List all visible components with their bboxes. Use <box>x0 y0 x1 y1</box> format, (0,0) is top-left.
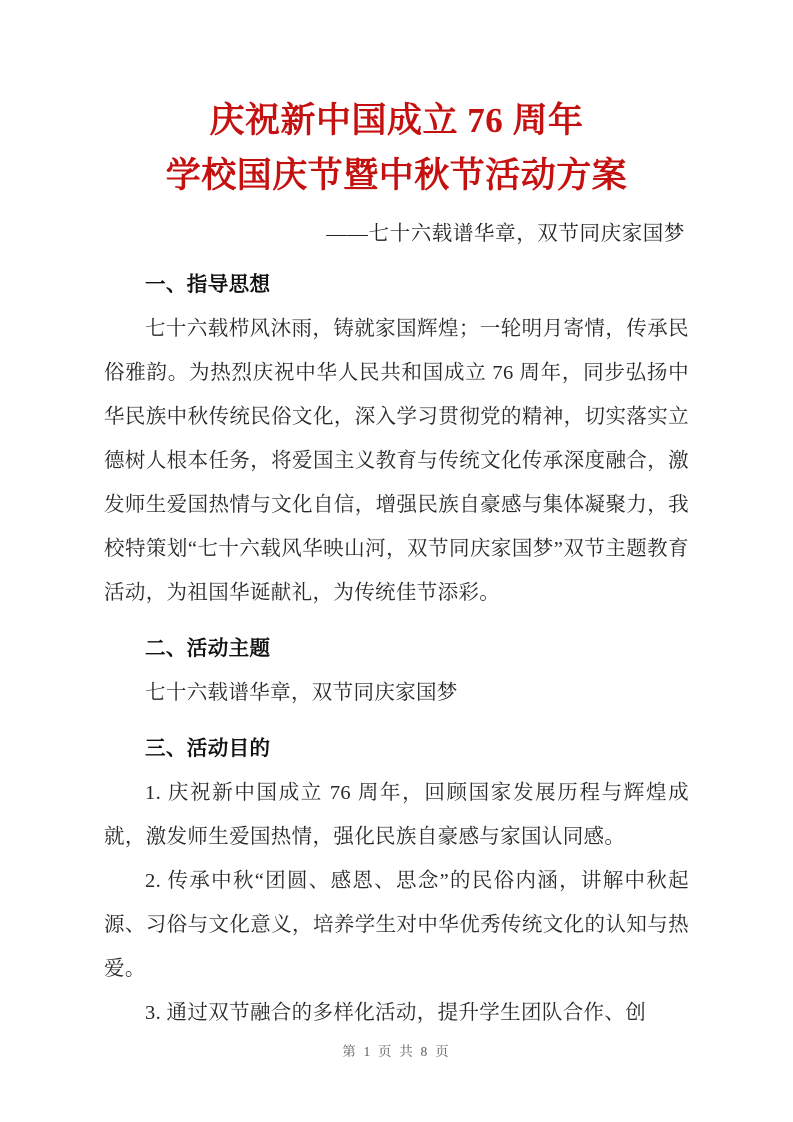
page-title-line-2: 学校国庆节暨中秋节活动方案 <box>165 156 628 195</box>
section-3-item-3: 3. 通过双节融合的多样化活动，提升学生团队合作、创 <box>145 1002 647 1024</box>
section-heading-3: 三、活动目的 <box>145 737 271 760</box>
page-footer: 第 1 页 共 8 页 <box>342 1044 451 1059</box>
section-heading-1: 一、指导思想 <box>145 273 271 296</box>
document-content <box>104 0 689 1035</box>
section-heading-2: 二、活动主题 <box>145 637 271 660</box>
section-1-paragraph-1: 七十六载栉风沐雨，铸就家国辉煌；一轮明月寄情，传承民俗雅韵。为热烈庆祝中华人民共和国成立 76 周年，同步弘扬中华民族中秋传统民俗文化，深入学习贯彻党的精神，切实落实立德树人根本任务，将爱国主义教育与传统文化传承深度融合，激发师生爱国热情与文化自信，增强民族自豪感与集体凝聚力，我校特策划“七十六载风华映山河，双节同庆家国梦”双节主题教育活动，为祖国华诞献礼，为传统佳节添彩。 <box>104 318 689 604</box>
page-title <box>104 0 689 203</box>
page-title-line-1: 庆祝新中国成立 76 周年 <box>209 101 584 140</box>
section-2-paragraph-1: 七十六载谱华章，双节同庆家国梦 <box>145 682 458 704</box>
section-3-item-2: 2. 传承中秋“团圆、感恩、思念”的民俗内涵，讲解中秋起源、习俗与文化意义，培养学生对中华优秀传统文化的认知与热爱。 <box>104 870 689 980</box>
section-3-item-1: 1. 庆祝新中国成立 76 周年，回顾国家发展历程与辉煌成就，激发师生爱国热情，强化民族自豪感与家国认同感。 <box>104 782 689 848</box>
page-subtitle: ——七十六载谱华章，双节同庆家国梦 <box>326 223 685 245</box>
